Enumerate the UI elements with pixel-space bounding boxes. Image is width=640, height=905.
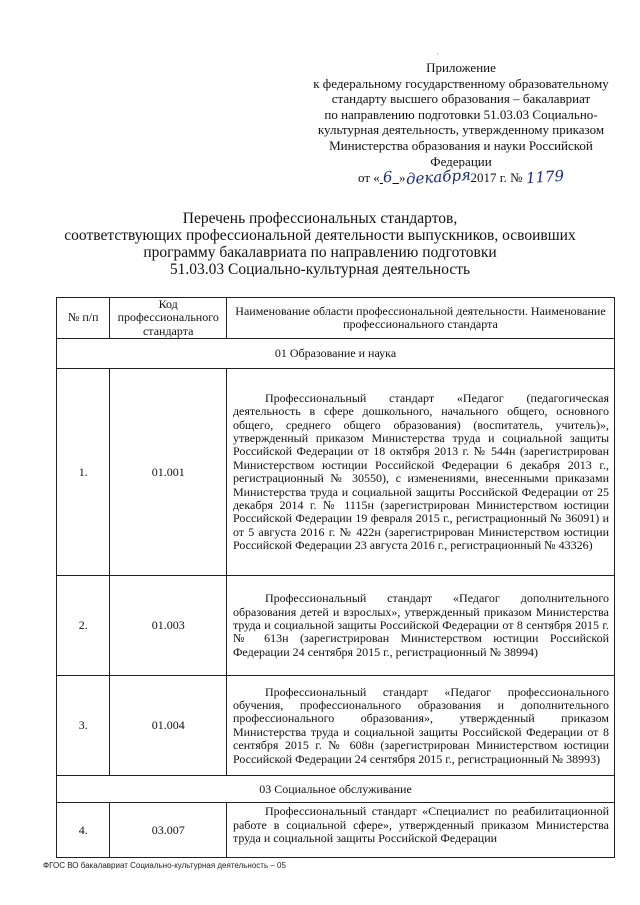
header-code: Код профессионального стандарта <box>110 298 226 339</box>
header-num: № п/п <box>57 298 110 339</box>
table-row <box>57 676 615 776</box>
appendix-line: Приложение <box>426 60 496 75</box>
title-line: программу бакалавриата по направлению подготовки <box>143 244 497 261</box>
row-num: 2. <box>57 576 110 676</box>
appendix-line: Федерации <box>430 153 492 169</box>
title-line: 51.03.03 Социально-культурная деятельность <box>169 261 471 278</box>
appendix-block <box>300 60 622 189</box>
row-description: Профессиональный стандарт «Специалист по реабилитационной работе в социальной сфере», утвержденный приказом Министерства труда и социальной защиты Российской Федерации <box>226 803 614 858</box>
table-row <box>57 369 615 576</box>
appendix-line: к федеральному государственному образовательному <box>313 75 609 91</box>
page-footer: ФГОС ВО бакалавриат Социально-культурная деятельность – 05 <box>43 861 286 870</box>
appendix-line: культурная деятельность, утвержденному приказом <box>317 122 605 138</box>
row-code: 01.004 <box>110 676 226 776</box>
section-title: 03 Социальное обслуживание <box>57 776 615 803</box>
table-header-row <box>57 298 615 339</box>
appendix-line: стандарту высшего образования – бакалавриат <box>331 91 591 107</box>
standards-table <box>56 297 615 858</box>
date-month: декабря <box>404 165 472 189</box>
order-number: 1179 <box>525 166 565 188</box>
row-code: 01.003 <box>110 576 226 676</box>
title-line: Перечень профессиональных стандартов, <box>182 210 458 227</box>
scan-mark: · <box>436 50 439 59</box>
date-day-field <box>380 167 399 187</box>
order-date-line <box>300 165 622 189</box>
table-row <box>57 576 615 676</box>
row-num: 3. <box>57 676 110 776</box>
title-line: соответствующих профессиональной деятельности выпускников, освоивших <box>64 227 576 244</box>
row-num: 4. <box>57 803 110 858</box>
row-description: Профессиональный стандарт «Педагог профессионального обучения, профессионального образования и дополнительного профессионального образования», утвержденный приказом Министерства труда и социальной защиты Российской Федерации от 8 сентября 2015 г. № 608н (зарегистрирован Министерством юстиции Российской Федерации 24 сентября 2015 г., регистрационный № 38993) <box>226 676 614 776</box>
date-month-field <box>404 165 472 189</box>
appendix-line: по направлению подготовки 51.03.03 Социально- <box>324 106 598 122</box>
date-mid: » <box>399 170 406 186</box>
section-title: 01 Образование и наука <box>57 339 615 369</box>
appendix-line: Министерства образования и науки Российской <box>329 137 593 153</box>
row-description: Профессиональный стандарт «Педагог (педагогическая деятельность в сфере дошкольного, начального общего, основного общего, среднего общего образования) (воспитатель, учитель)», утвержденный приказом Министерства труда и социальной защиты Российской Федерации от 18 октября 2013 г. № 544н (зарегистрирован Министерством юстиции Российской Федерации 6 декабря 2013 г., регистрационный № 30550), с изменениями, внесенными приказами Министерства труда и социальной защиты Российской Федерации от 25 декабря 2014 г. № 1115н (зарегистрирован Министерством юстиции Российской Федерации 19 февраля 2015 г., регистрационный № 36091) и от 5 августа 2016 г. № 422н (зарегистрирован Министерством юстиции Российской Федерации 23 августа 2016 г., регистрационный № 43326) <box>226 369 614 576</box>
date-day: 6 <box>382 167 394 187</box>
date-year: 2017 г. № <box>470 170 523 186</box>
row-code: 01.001 <box>110 369 226 576</box>
row-description: Профессиональный стандарт «Педагог дополнительного образования детей и взрослых», утвержденный приказом Министерства труда и социальной защиты Российской Федерации от 8 сентября 2015 г. № 613н (зарегистрирован Министерством юстиции Российской Федерации 24 сентября 2015 г., регистрационный № 38994) <box>226 576 614 676</box>
section-row <box>57 339 615 369</box>
order-number-field <box>525 166 565 188</box>
header-name: Наименование области профессиональной деятельности. Наименование профессионального стандарта <box>226 298 614 339</box>
document-title <box>60 210 580 278</box>
row-num: 1. <box>57 369 110 576</box>
date-prefix: от « <box>357 170 380 186</box>
row-code: 03.007 <box>110 803 226 858</box>
table-row <box>57 803 615 858</box>
section-row <box>57 776 615 803</box>
